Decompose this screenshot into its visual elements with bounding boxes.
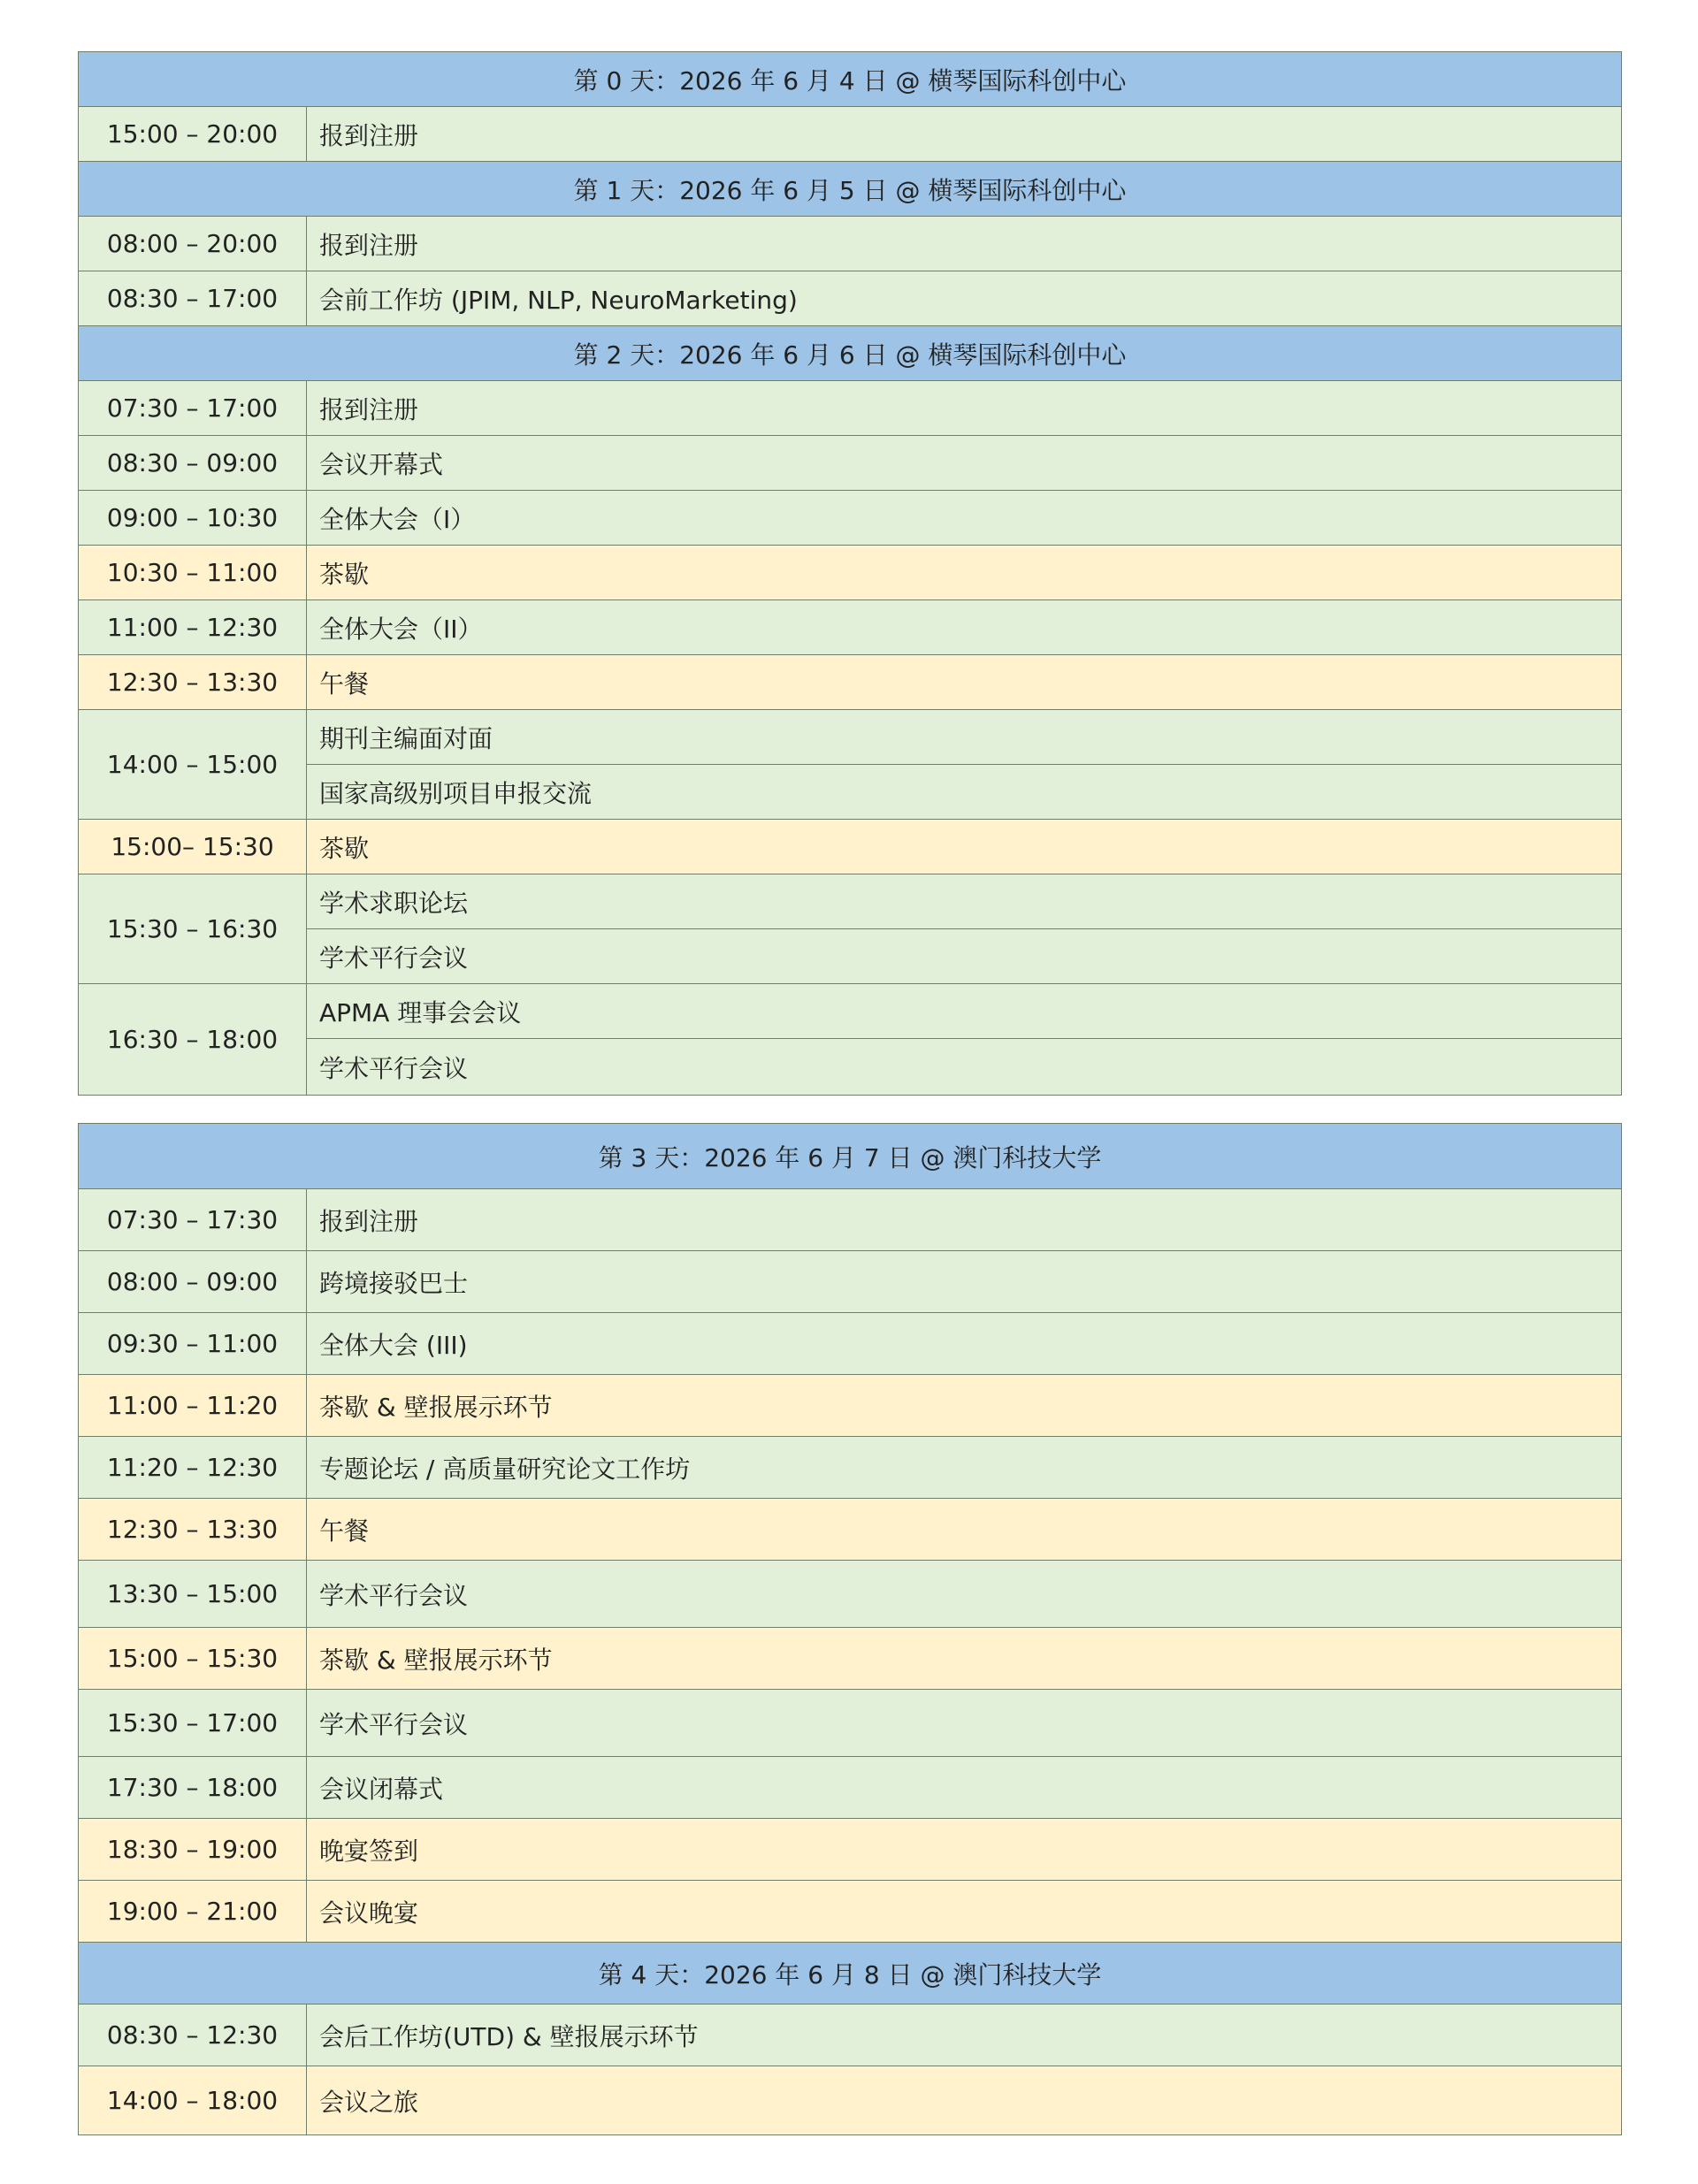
table-row: [79, 1313, 1622, 1375]
table-row: [79, 655, 1622, 710]
event-cell: 茶歇: [307, 546, 1622, 600]
time-cell: 15:30 – 17:00: [79, 1690, 307, 1757]
event-cell: 期刊主编面对面: [307, 710, 1622, 765]
time-cell: 11:00 – 12:30: [79, 600, 307, 655]
event-cell: 报到注册: [307, 217, 1622, 271]
table-row: [79, 2005, 1622, 2066]
table-row: [79, 217, 1622, 271]
time-cell: 15:30 – 16:30: [79, 874, 307, 984]
table-row: [79, 1561, 1622, 1628]
event-cell: 会议开幕式: [307, 436, 1622, 491]
day-1-header: 第 1 天：2026 年 6 月 5 日 @ 横琴国际科创中心: [79, 162, 1622, 217]
time-cell: 10:30 – 11:00: [79, 546, 307, 600]
table-row: [79, 765, 1622, 820]
table-row: [79, 1628, 1622, 1690]
table-row: [79, 1819, 1622, 1881]
time-cell: 18:30 – 19:00: [79, 1819, 307, 1881]
event-cell: 学术平行会议: [307, 1690, 1622, 1757]
table-row: [79, 1499, 1622, 1561]
event-cell: 午餐: [307, 655, 1622, 710]
table-row: [79, 436, 1622, 491]
table-row: [79, 1437, 1622, 1499]
event-cell: 学术平行会议: [307, 1039, 1622, 1096]
time-cell: 12:30 – 13:30: [79, 1499, 307, 1561]
event-cell: 茶歇 & 壁报展示环节: [307, 1375, 1622, 1437]
event-cell: 学术平行会议: [307, 929, 1622, 984]
event-cell: 学术平行会议: [307, 1561, 1622, 1628]
time-cell: 13:30 – 15:00: [79, 1561, 307, 1628]
day-3-header: 第 3 天：2026 年 6 月 7 日 @ 澳门科技大学: [79, 1124, 1622, 1189]
table-row: [79, 1251, 1622, 1313]
schedule-table-1: [78, 51, 1622, 1096]
day-4-header: 第 4 天：2026 年 6 月 8 日 @ 澳门科技大学: [79, 1943, 1622, 2005]
event-cell: 报到注册: [307, 1189, 1622, 1251]
time-cell: 19:00 – 21:00: [79, 1881, 307, 1943]
table-row: [79, 874, 1622, 929]
table-row: [79, 107, 1622, 162]
event-cell: 全体大会（II）: [307, 600, 1622, 655]
time-cell: 15:00 – 15:30: [79, 1628, 307, 1690]
table-row: [79, 984, 1622, 1039]
time-cell: 08:30 – 12:30: [79, 2005, 307, 2066]
time-cell: 07:30 – 17:00: [79, 381, 307, 436]
time-cell: 09:30 – 11:00: [79, 1313, 307, 1375]
table-row: [79, 1757, 1622, 1819]
table-row: [79, 929, 1622, 984]
event-cell: 国家高级别项目申报交流: [307, 765, 1622, 820]
table-row: [79, 710, 1622, 765]
time-cell: 07:30 – 17:30: [79, 1189, 307, 1251]
time-cell: 08:30 – 17:00: [79, 271, 307, 326]
event-cell: 晚宴签到: [307, 1819, 1622, 1881]
time-cell: 15:00– 15:30: [79, 820, 307, 874]
event-cell: 全体大会 (III): [307, 1313, 1622, 1375]
event-cell: 茶歇: [307, 820, 1622, 874]
time-cell: 08:00 – 20:00: [79, 217, 307, 271]
table-row: [79, 491, 1622, 546]
time-cell: 15:00 – 20:00: [79, 107, 307, 162]
event-cell: 报到注册: [307, 381, 1622, 436]
table-row: [79, 1375, 1622, 1437]
day-2-header: 第 2 天：2026 年 6 月 6 日 @ 横琴国际科创中心: [79, 326, 1622, 381]
event-cell: 学术求职论坛: [307, 874, 1622, 929]
table-row: [79, 381, 1622, 436]
event-cell: 茶歇 & 壁报展示环节: [307, 1628, 1622, 1690]
table-row: [79, 546, 1622, 600]
event-cell: 全体大会（I）: [307, 491, 1622, 546]
time-cell: 09:00 – 10:30: [79, 491, 307, 546]
table-row: [79, 600, 1622, 655]
event-cell: 午餐: [307, 1499, 1622, 1561]
event-cell: 会议闭幕式: [307, 1757, 1622, 1819]
table-row: [79, 1189, 1622, 1251]
table-row: [79, 820, 1622, 874]
event-cell: 跨境接驳巴士: [307, 1251, 1622, 1313]
time-cell: 12:30 – 13:30: [79, 655, 307, 710]
table-row: [79, 1039, 1622, 1096]
time-cell: 11:00 – 11:20: [79, 1375, 307, 1437]
event-cell: 会前工作坊 (JPIM, NLP, NeuroMarketing): [307, 271, 1622, 326]
time-cell: 14:00 – 18:00: [79, 2066, 307, 2135]
table-row: [79, 2066, 1622, 2135]
schedule-table-2: [78, 1123, 1622, 2135]
event-cell: 专题论坛 / 高质量研究论文工作坊: [307, 1437, 1622, 1499]
table-row: [79, 271, 1622, 326]
time-cell: 11:20 – 12:30: [79, 1437, 307, 1499]
time-cell: 14:00 – 15:00: [79, 710, 307, 820]
time-cell: 16:30 – 18:00: [79, 984, 307, 1096]
time-cell: 08:30 – 09:00: [79, 436, 307, 491]
event-cell: 会议晚宴: [307, 1881, 1622, 1943]
time-cell: 08:00 – 09:00: [79, 1251, 307, 1313]
table-row: [79, 1881, 1622, 1943]
event-cell: 会后工作坊(UTD) & 壁报展示环节: [307, 2005, 1622, 2066]
table-row: [79, 1690, 1622, 1757]
day-0-header: 第 0 天：2026 年 6 月 4 日 @ 横琴国际科创中心: [79, 52, 1622, 107]
time-cell: 17:30 – 18:00: [79, 1757, 307, 1819]
event-cell: 报到注册: [307, 107, 1622, 162]
event-cell: APMA 理事会会议: [307, 984, 1622, 1039]
event-cell: 会议之旅: [307, 2066, 1622, 2135]
